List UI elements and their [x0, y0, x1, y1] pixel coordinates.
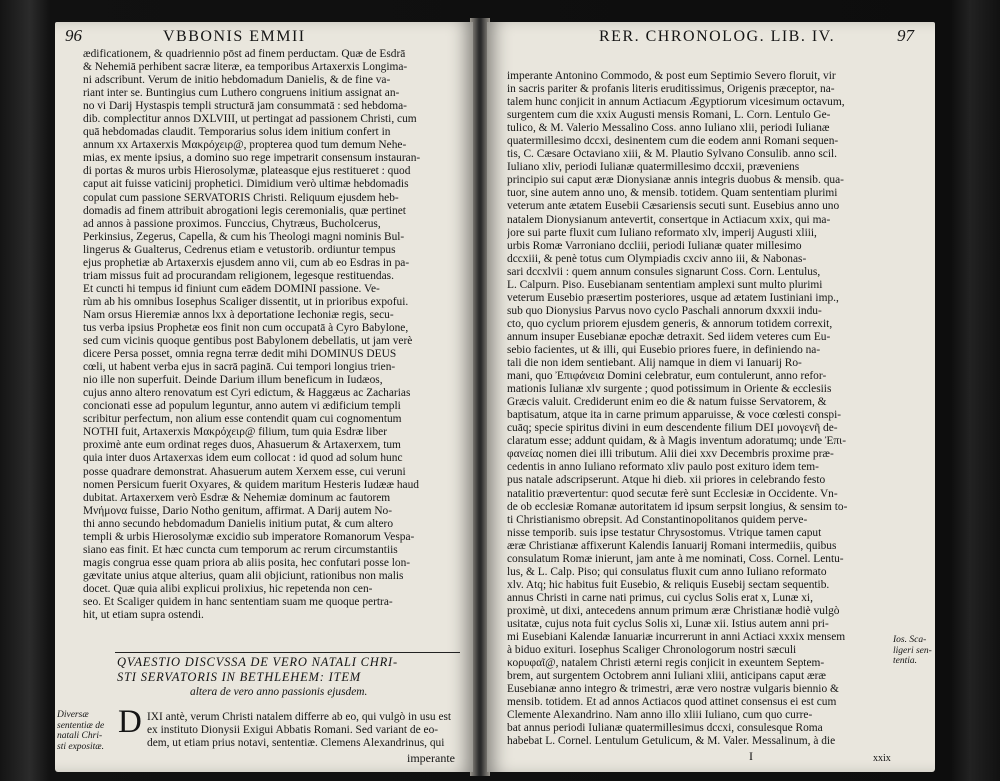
right-page [487, 22, 935, 772]
text-line: habebat L. Cornel. Lentulum Getulicum, & M. Valer. Messalinum, à die [507, 735, 836, 748]
text-line: consulatum Romæ inierunt, jam ante à me nominati, Coss. Cornel. Lentu- [507, 552, 844, 565]
text-line: no vi Darij Hystaspis templi structurā jam consummatā : sed hebdoma- [83, 100, 407, 113]
text-line: urbis Romæ Varroniano dccliii, periodi Iulianæ quater millesimo [507, 239, 802, 252]
text-line: NOTHI fuit, Artaxerxis Μακρόχειρ@ filium, tum quia Esdræ liber [83, 426, 387, 439]
text-line: templi & urbis Hierosolymæ excidio sub imperatore Romanorum Vespa- [83, 530, 415, 543]
text-line: IXI antè, verum Christi natalem differre ab eo, qui vulgò in usu est [147, 711, 452, 723]
text-line: Perkinsius, Zegerus, Capella, & cum his Theologi magni nominis Bul- [83, 230, 405, 243]
margin-note-line: natali Chri- [57, 731, 103, 741]
text-line: domadis ad finem attribuit abrogationi legis ceremonialis, quæ pertinet [83, 204, 406, 217]
text-line: cto, quo cyclum priorem ejusdem generis, & annorum totidem correxit, [507, 317, 833, 330]
text-line: sebio facientes, ut & illi, qui Eusebio priores fuere, in definiendo na- [507, 343, 821, 356]
text-line: docet. Quæ quia alibi explicui prolixius, hic repetenda non cen- [83, 582, 373, 595]
text-line: Eusebianæ anno integro & trimestri, æræ vero nostræ vulgaris biennio & [507, 683, 839, 696]
text-line: usitatæ, cujus nota fuit cyclus Solis xi, Lunæ xii. Istius autem anni pri- [507, 617, 829, 630]
text-line: hit, ut etiam supra ostendi. [83, 609, 204, 622]
text-line: lingerus & Gualterus, Cedrenus etiam e vetustorib. ordiuntur tempus [83, 243, 396, 256]
text-line: Græcis valuit. Crediderunt enim eo die & natum fuisse Servatorem, & [507, 396, 827, 409]
text-line: tulico, & M. Valerio Messalino Coss. anno Iuliano xlii, periodi Iulianæ [507, 122, 830, 135]
text-line: annum insuper Eusebianæ epochæ detraxit. Sed iidem veteres cum Eu- [507, 330, 831, 343]
catchword: xxix [873, 753, 891, 764]
text-line: jore sui parte fluxit cum Iuliano reformato xlv, imperij Augusti xliii, [507, 226, 817, 239]
text-line: dem, ut etiam prius notavi, sententiæ. Clemens Alexandrinus, qui [147, 737, 445, 750]
text-line: claratum esse; addunt quidam, & à Magis inventum adoratumq; unde Ἐπι- [507, 435, 847, 448]
margin-note [893, 635, 935, 667]
text-line: dicere Persa posset, omnia regna terræ dedit mihi DOMINUS DEUS [83, 348, 397, 361]
margin-note-line: Ios. Sca- [893, 635, 927, 645]
question-subtitle: altera de vero anno passionis ejusdem. [190, 686, 368, 698]
text-line: dib. complectitur annos DXLVIII, ut pertingat ad passionem Christi, cum [83, 113, 417, 126]
text-line: triam missus fuit ad procurandam religionem, legesque restituendas. [83, 269, 394, 282]
left-main-text [83, 48, 467, 622]
margin-note-line: ligeri sen- [893, 645, 932, 656]
text-line: ædificationem, & quadriennio pōst ad finem perductam. Quæ de Esdrā [83, 48, 406, 60]
text-line: seo. Et Scaliger quidem in hanc sententiam suam me quoque pertra- [83, 595, 393, 608]
title-line: QVAESTIO DISCVSSA DE VERO NATALI CHRI- [117, 655, 398, 669]
right-main-text [507, 70, 887, 748]
margin-note [57, 710, 115, 752]
text-line: sari dccxlvii : quem annum consules signarunt Coss. Corn. Lentulus, [507, 265, 821, 278]
text-line: mani, quo Ἐπιφάνεια Domini celebratur, eum contulerunt, anno refor- [507, 370, 827, 383]
text-line: Iuliano xliv, periodi Iulianæ quatermillesimo dccxii, præveniens [507, 161, 800, 174]
text-line: surgentem cum die xxix Augusti mensis Romani, L. Corn. Lentulo Ge- [507, 109, 831, 122]
text-line: xlv. Atq; hic habitus fuit Eusebio, & reliquis Eusebij sectam sequentib. [507, 578, 830, 591]
text-line: tali die non idem sentiebant. Alij namque in diem vi Ianuarij Ro- [507, 357, 802, 370]
text-line: dubitat. Artaxerxem verò Esdræ & Nehemiæ dominum ac fautorem [83, 491, 391, 504]
left-page [55, 22, 473, 772]
text-line: tus verba ipsius Prophetæ eos finit non cum occupatā à Cyro Babylone, [83, 321, 409, 334]
text-line: brem, aut surgentem Octobrem anni Iuliani xliii, anticipans caput æræ [507, 670, 826, 683]
text-line: ex instituto Dionysii Exigui Abbatis Romani. Sed variant de eo- [147, 724, 439, 737]
text-line: mensib. totidem. Et ad annos Actiacos quod attinet consensus ei est cum [507, 696, 837, 709]
text-line: quatermillesimo dccxi, desinentem cum die eodem anni Romani sequen- [507, 135, 839, 148]
text-line: baptisatum, atque ita in carne primum apparuisse, & voce cœlesti conspi- [507, 409, 842, 422]
text-line: L. Calpurn. Piso. Eusebianam sententiam amplexi sunt multo plurimi [507, 278, 823, 291]
text-line: à biduo exituri. Iosephus Scaliger Chronologorum nostri sæculi [507, 644, 797, 657]
text-line: tuor, sine autem anno uno, & mensib. totidem. Quam sententiam plurimi [507, 187, 838, 200]
text-line: magis congrua esse quam priora ab aliis posita, hec confutari posse lon- [83, 556, 411, 569]
text-line: lus, & L. Calp. Piso; qui consulatus fluxit cum anno Iuliano reformato [507, 565, 827, 578]
page-number: 96 [65, 26, 82, 45]
text-line: principio sui caput æræ Dionysianæ annis integris duobus & mensib. qua- [507, 174, 844, 187]
text-line: quā hebdomadas claudit. Temporarius solus idem initium confert in [83, 126, 391, 139]
text-line: cuāq; specie spiritus divini in eum descendente filium DEI μονογενῆ de- [507, 422, 838, 435]
text-line: thi anno secundo hebdomadum Danielis initium putat, & cum altero [83, 517, 394, 530]
text-line: ti Christianismo obrepsit. Ad Constantinopolitanos quidem perve- [507, 513, 808, 526]
title-rule [115, 652, 460, 653]
text-line: natalem Dionysianum antevertit, consertque in Actiacum xxix, qui ma- [507, 213, 831, 226]
text-line: in sacris pariter & profanis literis eruditissimus, Origenis præceptor, na- [507, 83, 835, 96]
text-line: veterum ante ætatem Eusebii Cæsariensis secuti sunt. Eusebius anno uno [507, 200, 840, 213]
text-line: annus Christi in carne nati primus, cui cyclus Solis erat x, Lunæ xi, [507, 591, 813, 604]
text-line: Μνήμονα fuisse, Dario Notho genitum, affirmat. A Darij autem No- [83, 504, 393, 517]
text-line: scribitur perfectum, non alium esse contendit quam cui cognomentum [83, 413, 402, 426]
text-line: & Nehemiā perhibent sacræ literæ, ea temporibus Artaxerxis Longima- [83, 61, 408, 74]
text-line: æræ Christianæ affixerunt Kalendis Ianuarij Romani intermediis, quibus [507, 539, 837, 552]
text-line: ni adscribunt. Verum de initio hebdomadum Danielis, & de fine va- [83, 74, 391, 87]
text-line: κορυφαῖ@, natalem Christi æterni regis conjicit in exeuntem Septem- [507, 657, 825, 670]
text-line: ad annos à passione proximos. Funccius, Chytræus, Bucholcerus, [83, 217, 381, 230]
signature-mark: I [749, 749, 753, 763]
running-head: RER. CHRONOLOG. LIB. IV. [599, 28, 836, 45]
question-title [117, 655, 467, 685]
left-after-text [147, 711, 467, 750]
text-line: gævitate unius atque alterius, quam alii objiciunt, rationibus non malis [83, 569, 404, 582]
text-line: cedentis in anno Iuliano reformato xliv paulo post exituro idem tem- [507, 461, 819, 474]
text-line: quia inter duos Artaxerxas idem eum collocat : id quod ad solum hunc [83, 452, 403, 465]
text-line: nomen Persicum fuerit Oxyares, & quidem maritum Hesteris Iudææ haud [83, 478, 419, 491]
text-line: bat annus periodi Iulianæ quatermillesimus dccxi, consulesque Roma [507, 722, 823, 735]
text-line: φανείας nomen diei illi tributum. Alii diei xxv Decembris proxime præ- [507, 448, 834, 461]
text-line: concionati esse ad populum leguntur, anno autem vi ædificium templi [83, 400, 401, 413]
running-head: VBBONIS EMMII [163, 28, 306, 45]
text-line: natalitio prævertentur: quod secutæ ferè sunt Ecclesiæ in Occidente. Vn- [507, 487, 838, 500]
drop-cap: D [118, 704, 142, 740]
text-line: talem hunc conjicit in annum Actiacum Ægyptiorum vicesimum octavum, [507, 96, 845, 109]
text-line: mi Eusebiani Kalendæ Ianuariæ incurrerunt in anni Actiaci xxxix mensem [507, 631, 846, 644]
text-line: sub quo Dionysius Parvus novo cyclo Paschali annorum dxxxii indu- [507, 304, 822, 317]
text-line: Nam orsus Hieremiæ annos lxx à deportatione Iechoniæ regis, secu- [83, 308, 394, 321]
text-line: siano eas finit. Et hæc cuncta cum temporum ac rerum circumstantiis [83, 543, 398, 556]
margin-note-line: tentia. [893, 656, 918, 666]
text-line: tis, C. Cæsare Octaviano xiii, & M. Plautio Sylvano Consulib. anno scil. [507, 148, 838, 161]
text-line: nisse temporib. suis ipse testatur Chrysostomus. Vtrique tamen caput [507, 526, 822, 539]
margin-note-line: Diversæ [57, 710, 89, 720]
text-line: mias, ex mente ipsius, a domino suo rege impetrarit consensum instauran- [83, 152, 421, 165]
text-line: pus natale adscripserunt. Atque hi dieb. xii priores in celebrando festo [507, 474, 826, 487]
text-line: ejus prophetiæ ab Artaxerxis ejusdem anno vii, cum ab eo Esdras in pa- [83, 256, 410, 269]
text-line: imperante Antonino Commodo, & post eum Septimio Severo floruit, vir [507, 70, 836, 82]
title-line: STI SERVATORIS IN BETHLEHEM: ITEM [117, 670, 361, 684]
text-line: copulat cum passione SERVATORIS Christi. Reliquum ejusdem heb- [83, 191, 399, 204]
text-line: di portas & muros urbis Hierosolymæ, plateasque ejus restitueret : quod [83, 165, 411, 178]
text-line: dccxiii, & penè totus cum Olympiadis cxciv anno iii, & Nabonas- [507, 252, 807, 265]
catchword: imperante [407, 751, 455, 765]
text-line: Et cuncti hi tempus id finiunt cum eādem DOMINI passione. Ve- [83, 282, 380, 295]
text-line: nio ille non superfuit. Deinde Darium illum beneficum in Iudæos, [83, 374, 383, 387]
text-line: Clemente Alexandrino. Nam anno illo xliii Iuliano, cum quo curre- [507, 709, 813, 722]
text-line: caput ait fuisse vaticinij prophetici. Dimidium verò ultimæ hebdomadis [83, 178, 409, 191]
text-line: posse quadrare demonstrat. Ahasuerum autem Xerxem esse, cui veruni [83, 465, 406, 478]
text-line: riant inter se. Buntingius cum Luthero congruens initium assignat an- [83, 87, 400, 100]
text-line: proximè ante eum ordinat reges duos, Ahasuerum & Artaxerxem, tum [83, 439, 401, 452]
text-line: veterum Eusebio præsertim posteriores, usque ad ætatem Iustiniani imp., [507, 291, 839, 304]
text-line: de ob ecclesiæ Romanæ autoritatem id ipsum serpsit longius, & sensim to- [507, 500, 848, 513]
page-number: 97 [897, 26, 914, 45]
text-line: annum xx Artaxerxis Μακρόχειρ@, propterea quod tum demum Nehe- [83, 139, 407, 152]
text-line: sed cum vicinis quoque gentibus post Babylonem debellatis, ut jam verè [83, 335, 413, 348]
text-line: proximè, ut dixi, antecedens annum primum æræ Christianæ hodiè vulgò [507, 604, 840, 617]
margin-note-line: sententiæ de [57, 720, 105, 731]
text-line: cujus anno altero renovatum est Cyri edictum, & Haggæus ac Zacharias [83, 387, 411, 400]
text-line: cœli, ut habent verba ejus in sacrā paginā. Cui tempori longius trien- [83, 361, 396, 374]
text-line: mationis Iulianæ xlv surgente ; quod potissimum in Oriente & ecclesiis [507, 383, 832, 396]
margin-note-line: sti expositæ. [57, 741, 104, 752]
text-line: rùm ab his omnibus Iosephus Scaliger dissentit, ut in prioribus expofui. [83, 295, 409, 308]
